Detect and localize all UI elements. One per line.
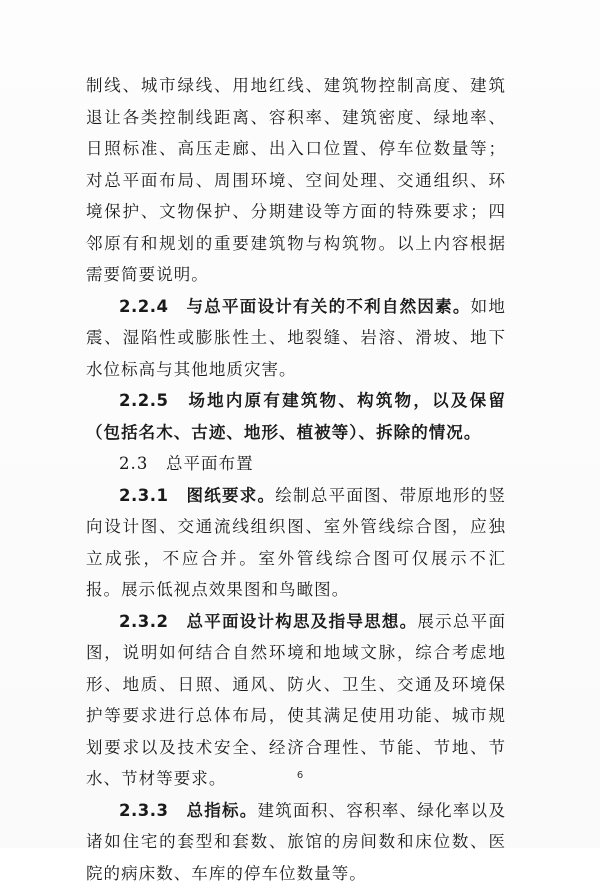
section-text: 展示总平面图，说明如何结合自然环境和地域文脉，综合考虑地形、地质、日照、通风、防火、卫生、交通及环境保护等要求进行总体布局，使其满足使用功能、城市规划要求以及技术安全、经济合理性、节能、节地、节水、节材等要求。 [86, 612, 506, 789]
section-heading: 场地内原有建筑物、构筑物，以及保留（包括名木、古迹、地形、植被等）、拆除的情况。 [86, 391, 506, 442]
section-2-3-title [86, 448, 506, 480]
section-heading: 总指标。 [186, 801, 257, 820]
section-text: 绘制总平面图、带原地形的竖向设计图、交通流线组织图、室外管线综合图，应独立成张，不应合并。室外管线综合图可仅展示不汇报。展示低视点效果图和鸟瞰图。 [86, 486, 506, 600]
page-number: 6 [0, 770, 600, 781]
section-text: 建筑面积、容积率、绿化率以及诸如住宅的套型和套数、旅馆的房间数和床位数、医院的病床数、车库的停车位数量等。 [86, 801, 506, 883]
section-heading: 与总平面设计有关的不利自然因素。 [186, 297, 470, 316]
section-heading: 图纸要求。 [186, 486, 275, 505]
section-2-2-4 [86, 291, 506, 386]
section-heading: 总平面设计构思及指导思想。 [186, 612, 417, 631]
section-2-3-2 [86, 606, 506, 795]
section-text: 如地震、湿陷性或膨胀性土、地裂缝、岩溶、滑坡、地下水位标高与其他地质灾害。 [86, 297, 506, 379]
section-2-3-1 [86, 480, 506, 606]
section-title: 2.3 总平面布置 [119, 454, 254, 473]
body-text [86, 70, 506, 889]
section-number: 2.2.5 [119, 391, 168, 410]
section-2-2-5 [86, 385, 506, 448]
section-number: 2.3.3 [119, 801, 168, 820]
paragraph-continuation [86, 70, 506, 291]
section-number: 2.2.4 [119, 297, 168, 316]
section-number: 2.3.2 [119, 612, 168, 631]
section-number: 2.3.1 [119, 486, 168, 505]
section-2-3-3 [86, 795, 506, 889]
paragraph-text: 制线、城市绿线、用地红线、建筑物控制高度、建筑退让各类控制线距离、容积率、建筑密度、绿地率、日照标准、高压走廊、出入口位置、停车位数量等；对总平面布局、周围环境、空间处理、交通组织、环境保护、文物保护、分期建设等方面的特殊要求；四邻原有和规划的重要建筑物与构筑物。以上内容根据需要简要说明。 [86, 76, 506, 284]
